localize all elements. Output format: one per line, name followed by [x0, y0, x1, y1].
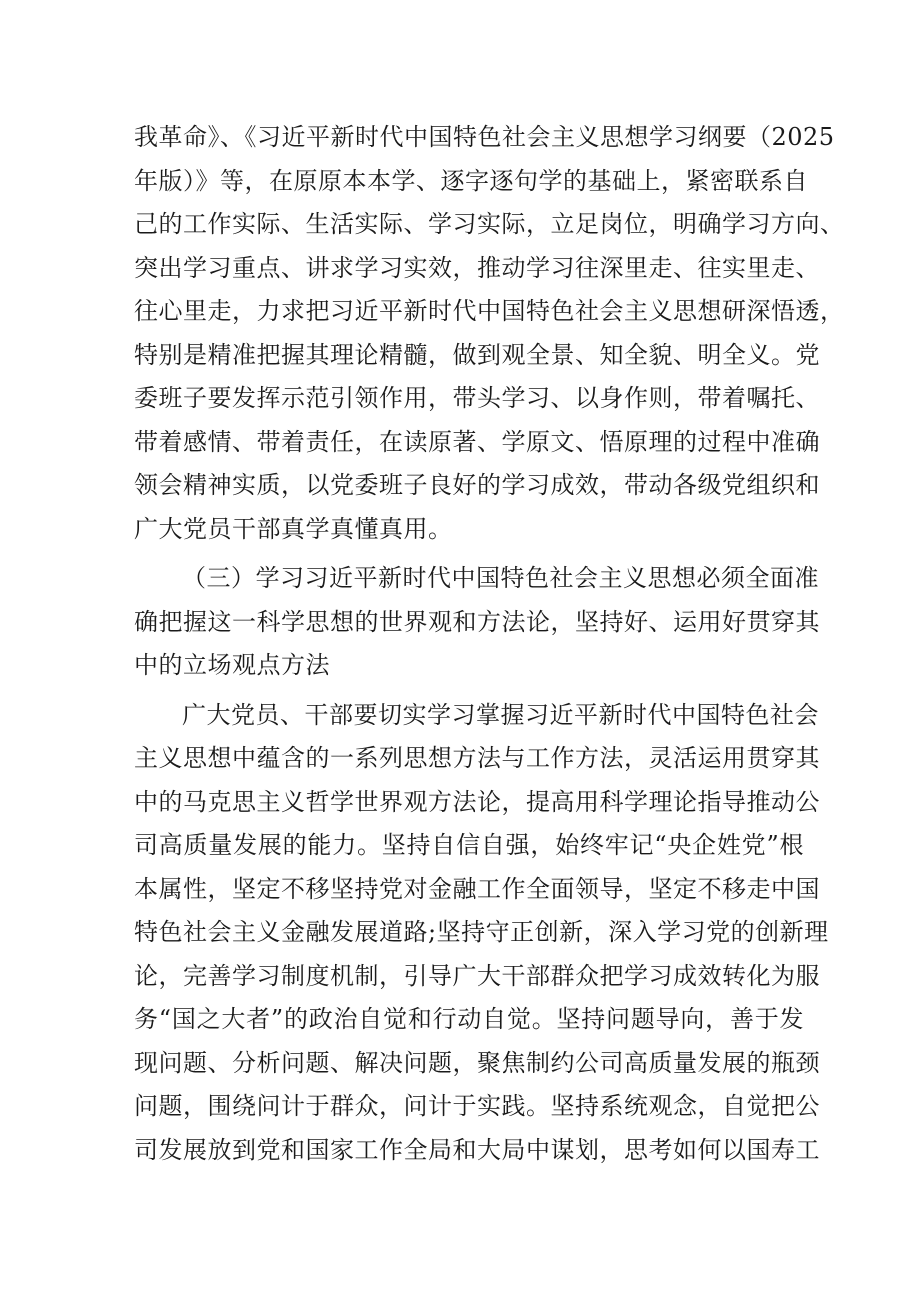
- text-line: 司发展放到党和国家工作全局和大局中谋划，思考如何以国寿工: [134, 1135, 820, 1164]
- text-line: 往心里走，力求把习近平新时代中国特色社会主义思想研深悟透，: [134, 297, 845, 325]
- text-line: 本属性，坚定不移坚持党对金融工作全面领导，坚定不移走中国: [134, 874, 820, 903]
- text-line: 特色社会主义金融发展道路;坚持守正创新，深入学习党的创新理: [134, 918, 829, 946]
- text-line: 问题，围绕问计于群众，问计于实践。坚持系统观念，自觉把公: [134, 1092, 820, 1120]
- text-line: 主义思想中蕴含的一系列思想方法与工作方法，灵活运用贯穿其: [134, 744, 820, 772]
- text-line: 司高质量发展的能力。坚持自信自强，始终牢记“央企姓党”根: [134, 831, 804, 859]
- text-line: 突出学习重点、讲求学习实效，推动学习往深里走、往实里走、: [134, 253, 820, 282]
- text-line: 现问题、分析问题、解决问题，聚焦制约公司高质量发展的瓶颈: [134, 1048, 820, 1077]
- paragraph-continued: [134, 116, 845, 551]
- text-line: 领会精神实质，以党委班子良好的学习成效，带动各级党组织和: [134, 471, 820, 499]
- text-line: 我革命》、《习近平新时代中国特色社会主义思想学习纲要（2025: [134, 123, 835, 151]
- text-line: 务“国之大者”的政治自觉和行动自觉。坚持问题导向，善于发: [134, 1005, 804, 1033]
- text-line: 中的马克思主义哲学世界观方法论，提高用科学理论指导推动公: [134, 787, 820, 816]
- heading-line: （三）学习习近平新时代中国特色社会主义思想必须全面准: [182, 564, 819, 592]
- text-line: 特别是精准把握其理论精髓，做到观全景、知全貌、明全义。党: [134, 340, 820, 369]
- heading-line: 确把握这一科学思想的世界观和方法论，坚持好、运用好贯穿其: [134, 607, 820, 636]
- text-line: 年版）》等，在原原本本学、逐字逐句学的基础上，紧密联系自: [134, 166, 808, 195]
- document-body: [134, 116, 845, 1172]
- text-line: 委班子要发挥示范引领作用，带头学习、以身作则，带着嘱托、: [134, 384, 820, 412]
- section-heading-3: [134, 557, 820, 688]
- text-line: 广大党员、干部要切实学习掌握习近平新时代中国特色社会: [182, 700, 819, 729]
- text-line: 己的工作实际、生活实际、学习实际，立足岗位，明确学习方向、: [134, 210, 845, 238]
- text-line: 论，完善学习制度机制，引导广大干部群众把学习成效转化为服: [134, 961, 820, 990]
- text-line: 带着感情、带着责任，在读原著、学原文、悟原理的过程中准确: [134, 427, 820, 456]
- heading-line: 中的立场观点方法: [134, 651, 330, 679]
- paragraph-body: [134, 694, 829, 1173]
- text-line: 广大党员干部真学真懂真用。: [134, 514, 453, 543]
